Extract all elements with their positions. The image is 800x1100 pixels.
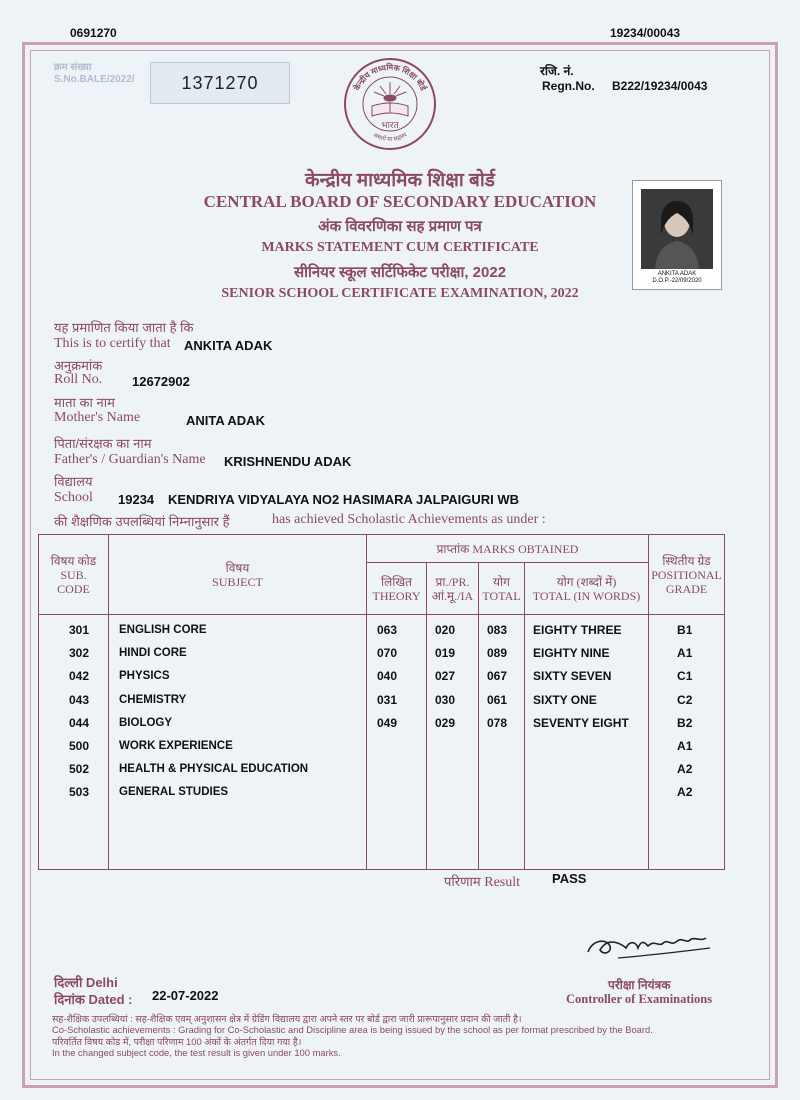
subject-total-cell: 067 — [487, 669, 508, 684]
mother-label-hindi: माता का नाम — [54, 395, 115, 410]
result-label — [444, 872, 520, 891]
footer-note-3: परिवर्तित विषय कोड में, परीक्षा परिणाम 100 अंकों के अंतर्गत दिया गया है। — [52, 1035, 302, 1047]
mother-name: ANITA ADAK — [186, 413, 265, 428]
student-photo-image — [641, 189, 713, 269]
student-name: ANKITA ADAK — [184, 338, 273, 353]
controller-hindi: परीक्षा नियंत्रक — [608, 978, 671, 992]
dated-label: दिनांक Dated : — [54, 992, 133, 1007]
theory-column — [367, 615, 427, 870]
subject-words-cell: SIXTY SEVEN — [533, 669, 612, 684]
header-code-english1: SUB. — [60, 567, 87, 582]
subject-words-cell: EIGHTY NINE — [533, 646, 610, 661]
subject-name-cell: WORK EXPERIENCE — [119, 740, 233, 753]
subject-grade-cell: A1 — [677, 646, 693, 661]
header-theory-english: THEORY — [372, 588, 421, 603]
place-city: दिल्ली Delhi — [54, 975, 118, 990]
header-theory — [367, 563, 427, 615]
serial-number-right: 19234/00043 — [610, 26, 681, 40]
footer-note-2: Co-Scholastic achievements : Grading for Co-Scholastic and Discipline area is being issued by the school as per format prescribed by the Board. — [52, 1024, 653, 1036]
subject-column — [109, 615, 367, 870]
subject-pr-cell — [435, 735, 478, 758]
controller-signature — [582, 922, 722, 968]
header-total-hindi: योग — [493, 574, 510, 589]
subject-words-cell — [533, 735, 648, 758]
regn-label-english: Regn.No. — [542, 79, 595, 93]
achieved-label-hindi: की शैक्षणिक उपलब्धियां निम्नानुसार हैं — [54, 514, 230, 529]
subject-code-cell: 042 — [69, 669, 90, 684]
subject-theory-cell: 049 — [377, 715, 398, 730]
subject-pr-cell: 029 — [435, 715, 456, 730]
subject-theory-cell: 063 — [377, 623, 398, 637]
header-subject — [109, 535, 367, 615]
subject-name-cell: HEALTH & PHYSICAL EDUCATION — [119, 763, 309, 776]
total-column — [479, 615, 525, 870]
header-marks-obtained — [367, 535, 649, 563]
result-value: PASS — [552, 871, 587, 886]
subject-total-cell: 083 — [487, 623, 508, 637]
subject-total-cell — [487, 758, 524, 781]
header-code-english2: CODE — [57, 581, 90, 596]
subject-words-cell: EIGHTY THREE — [533, 623, 622, 637]
subject-name-cell: HINDI CORE — [119, 647, 187, 660]
header-theory-hindi: लिखित — [380, 574, 412, 589]
roll-number: 12672902 — [132, 374, 190, 389]
subject-theory-cell — [377, 758, 426, 781]
subject-code-cell: 500 — [69, 739, 90, 754]
subject-pr-cell: 030 — [435, 692, 456, 707]
subject-theory-cell: 040 — [377, 669, 398, 684]
faded-serial-label — [54, 62, 135, 86]
header-grade-hindi: स्थितीय ग्रेड — [662, 553, 711, 568]
subject-grade-cell: B2 — [677, 715, 693, 730]
issue-date: 22-07-2022 — [152, 988, 219, 1003]
father-name: KRISHNENDU ADAK — [224, 454, 352, 469]
serial-number-left: 0691270 — [70, 26, 117, 40]
roll-label-hindi: अनुक्रमांक — [54, 358, 103, 373]
subject-code-cell: 503 — [69, 785, 90, 800]
subject-total-cell — [487, 781, 524, 804]
subject-theory-cell: 031 — [377, 692, 398, 707]
subject-code-cell: 043 — [69, 692, 90, 707]
certificate-number: 1371270 — [150, 62, 290, 104]
emblem-motto: असतो मा सद्गमय — [371, 132, 409, 144]
subject-total-cell: 089 — [487, 646, 508, 661]
subject-words-cell: SEVENTY EIGHT — [533, 715, 629, 730]
header-sub-code — [39, 535, 109, 615]
subject-code-cell: 044 — [69, 715, 90, 730]
header-subject-english: SUBJECT — [212, 574, 263, 589]
photo-caption-name: ANKITA ADAK — [657, 271, 697, 277]
cbse-emblem — [342, 56, 438, 152]
footer-note-4: In the changed subject code, the test result is given under 100 marks. — [52, 1047, 341, 1059]
subject-name-cell: GENERAL STUDIES — [119, 786, 229, 799]
subject-total-cell: 061 — [487, 692, 508, 707]
exam-title-english: SENIOR SCHOOL CERTIFICATE EXAMINATION, 2022 — [221, 286, 579, 301]
subject-grade-cell: A2 — [677, 762, 693, 777]
subject-grade-cell: B1 — [677, 623, 693, 637]
grade-column — [649, 615, 725, 870]
header-marks-hindi: प्राप्तांक — [436, 541, 470, 556]
footer-note-1: सह-शैक्षिक उपलब्धियां : सह-शैक्षिक एवम् अनुशासन क्षेत्र में ग्रेडिंग विद्यालय द्वारा अपने स्तर पर बोर्ड द्वारा जारी प्रारूपानुसार प्रदान की जाती है। — [52, 1013, 522, 1024]
subject-theory-cell — [377, 735, 426, 758]
code-column — [39, 615, 109, 870]
header-grade-english2: GRADE — [665, 581, 708, 596]
board-name-hindi: केन्द्रीय माध्यमिक शिक्षा बोर्ड — [305, 170, 495, 191]
faded-label-line2: S.No.BALE/2022/ — [54, 74, 135, 85]
subject-words-cell — [533, 758, 648, 781]
footer-notes — [52, 1013, 752, 1059]
emblem-lamp-icon — [372, 82, 408, 116]
header-practical — [427, 563, 479, 615]
subject-code-cell: 302 — [69, 646, 90, 661]
document-title-hindi: अंक विवरणिका सह प्रमाण पत्र — [318, 218, 482, 235]
header-words-english: TOTAL (IN WORDS) — [532, 588, 641, 603]
subject-theory-cell — [377, 781, 426, 804]
photo-caption-dop: D.O.P.-22/09/2020 — [652, 278, 702, 284]
result-label-hindi: परिणाम — [444, 874, 481, 889]
subject-name-cell: BIOLOGY — [119, 716, 173, 729]
father-label-english: Father's / Guardian's Name — [54, 452, 206, 467]
words-column — [525, 615, 649, 870]
header-total-words — [525, 563, 649, 615]
school-label-hindi: विद्यालय — [54, 474, 93, 489]
achieved-label-english: has achieved Scholastic Achievements as under : — [272, 512, 546, 527]
subject-pr-cell: 027 — [435, 669, 456, 684]
header-code-hindi: विषय कोड — [50, 553, 97, 568]
header-total-english: TOTAL — [482, 588, 521, 603]
subject-pr-cell — [435, 758, 478, 781]
board-name-english: CENTRAL BOARD OF SECONDARY EDUCATION — [203, 192, 597, 211]
subject-grade-cell: A2 — [677, 785, 693, 800]
father-label-hindi: पिता/संरक्षक का नाम — [54, 436, 152, 451]
roll-label-english: Roll No. — [54, 372, 103, 387]
controller-english: Controller of Examinations — [566, 992, 713, 1006]
school-label-english: School — [54, 490, 93, 505]
emblem-center-text: भारत — [381, 120, 399, 130]
marks-table — [38, 534, 725, 870]
certify-label-english: This is to certify that — [54, 336, 171, 351]
subject-name-cell: CHEMISTRY — [119, 693, 187, 706]
header-grade-english1: POSITIONAL — [651, 567, 722, 582]
regn-number: B222/19234/0043 — [612, 79, 708, 93]
result-label-english: Result — [484, 875, 521, 890]
subject-words-cell — [533, 781, 648, 804]
subject-name-cell: PHYSICS — [119, 670, 170, 683]
subject-code-cell: 301 — [69, 623, 90, 637]
header-marks-english: MARKS OBTAINED — [472, 541, 579, 556]
svg-text:असतो मा सद्गमय — [372, 132, 409, 143]
subject-grade-cell: C1 — [677, 669, 693, 684]
subject-total-cell — [487, 735, 524, 758]
certify-label-hindi: यह प्रमाणित किया जाता है कि — [54, 320, 194, 335]
faded-label-line1: क्रम संख्या — [54, 62, 92, 73]
student-photo — [632, 180, 722, 290]
document-title-english: MARKS STATEMENT CUM CERTIFICATE — [261, 240, 539, 255]
subject-theory-cell: 070 — [377, 646, 398, 661]
school-code: 19234 — [118, 492, 155, 507]
subject-pr-cell: 020 — [435, 623, 456, 637]
subject-total-cell: 078 — [487, 715, 508, 730]
header-total — [479, 563, 525, 615]
header-words-hindi: योग (शब्दों में) — [556, 574, 617, 589]
subject-code-cell: 502 — [69, 762, 90, 777]
subject-grade-cell: A1 — [677, 739, 693, 754]
header-grade — [649, 535, 725, 615]
header-pr-hindi: प्रा./PR. — [435, 574, 470, 589]
practical-column — [427, 615, 479, 870]
emblem-top-text: केन्द्रीय माध्यमिक शिक्षा बोर्ड — [352, 62, 428, 92]
subject-pr-cell — [435, 781, 478, 804]
subject-words-cell: SIXTY ONE — [533, 692, 597, 707]
subject-name-cell: ENGLISH CORE — [119, 624, 207, 636]
mother-label-english: Mother's Name — [54, 410, 141, 425]
subject-grade-cell: C2 — [677, 692, 693, 707]
header-pr-english: आं.मू./IA — [431, 588, 474, 603]
header-subject-hindi: विषय — [225, 560, 250, 575]
regn-label-hindi: रजि. नं. — [540, 64, 574, 78]
subject-pr-cell: 019 — [435, 646, 456, 661]
exam-title-hindi: सीनियर स्कूल सर्टिफिकेट परीक्षा, 2022 — [293, 264, 507, 281]
school-name: KENDRIYA VIDYALAYA NO2 HASIMARA JALPAIGURI WB — [168, 492, 520, 507]
